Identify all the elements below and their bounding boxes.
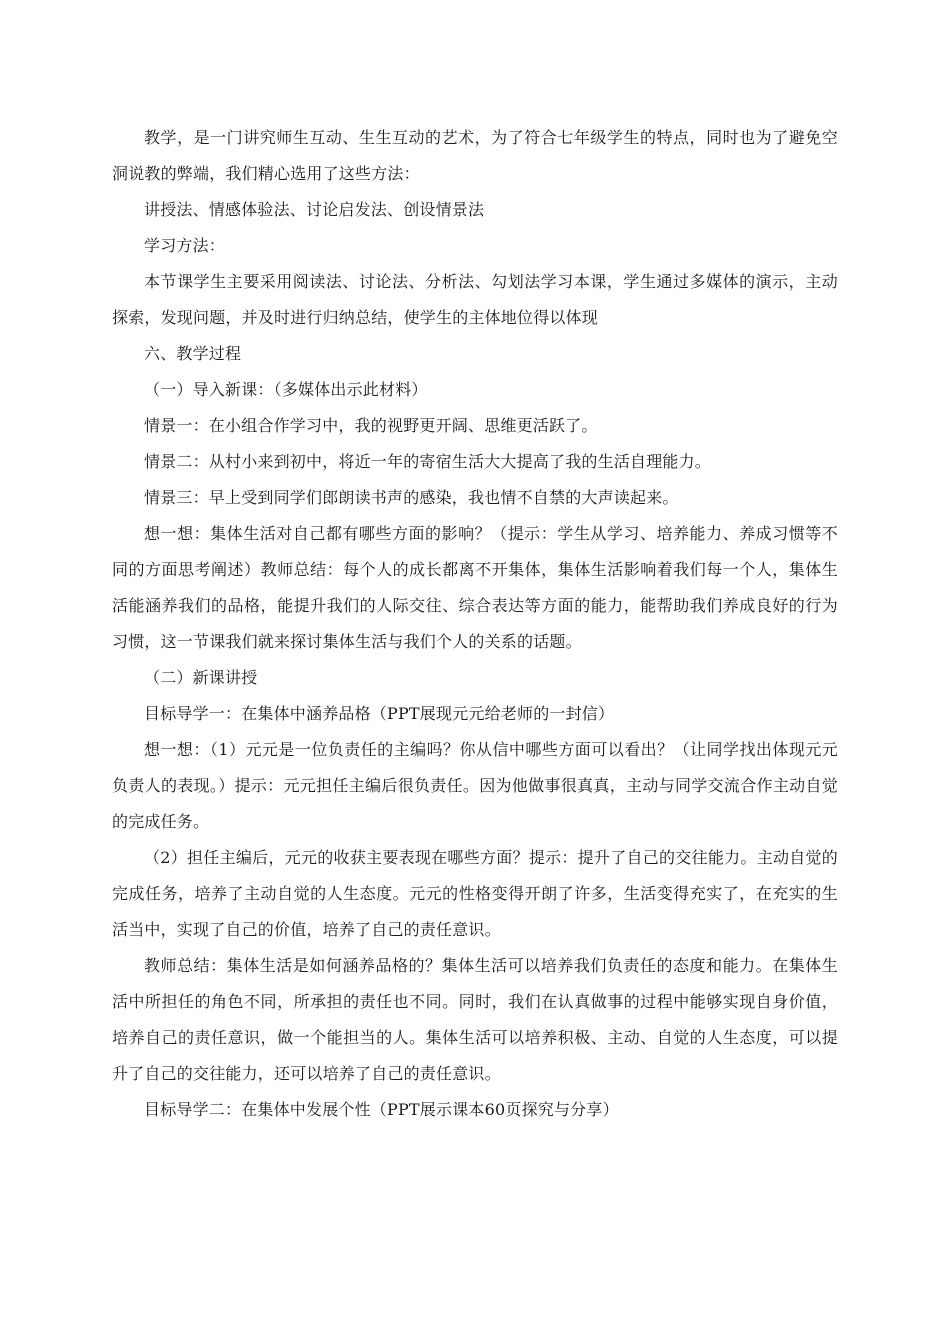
paragraph-scenario-3: 情景三：早上受到同学们郎朗读书声的感染，我也情不自禁的大声读起来。: [144, 488, 679, 507]
paragraph-think-2: 想一想：（1）元元是一位负责任的主编吗？你从信中哪些方面可以看出？（让同学找出体现元元负责人的表现。）提示：元元担任主编后很负责任。因为他做事很真真，主动与同学交流合作主动自觉的完成任务。: [112, 740, 838, 831]
paragraph-teaching-methods: 讲授法、情感体验法、讨论启发法、创设情景法: [144, 200, 485, 219]
paragraph-scenario-2: 情景二：从村小来到初中，将近一年的寄宿生活大大提高了我的生活自理能力。: [144, 452, 712, 471]
section-heading-teaching-process: 六、教学过程: [144, 344, 242, 363]
subsection-heading-new-lesson: （二）新课讲授: [144, 668, 258, 687]
paragraph-learning-methods: 本节课学生主要采用阅读法、讨论法、分析法、勾划法学习本课，学生通过多媒体的演示，主动探索，发现问题，并及时进行归纳总结，使学生的主体地位得以体现: [112, 272, 838, 327]
paragraph-question-2: （2）担任主编后，元元的收获主要表现在哪些方面？提示：提升了自己的交往能力。主动自觉的完成任务，培养了主动自觉的人生态度。元元的性格变得开朗了许多，生活变得充实了，在充实的生活当中，实现了自己的价值，培养了自己的责任意识。: [112, 848, 838, 939]
document-body: [112, 120, 838, 1128]
paragraph-scenario-1: 情景一：在小组合作学习中，我的视野更开阔、思维更活跃了。: [144, 416, 598, 435]
paragraph-teacher-summary: 教师总结：集体生活是如何涵养品格的？集体生活可以培养我们负责任的态度和能力。在集体生活中所担任的角色不同，所承担的责任也不同。同时，我们在认真做事的过程中能够实现自身价值，培养自己的责任意识，做一个能担当的人。集体生活可以培养积极、主动、自觉的人生态度，可以提升了自己的交往能力，还可以培养了自己的责任意识。: [112, 956, 838, 1083]
paragraph-goal-2: 目标导学二：在集体中发展个性（PPT展示课本60页探究与分享）: [144, 1100, 619, 1119]
paragraph-think-1: 想一想：集体生活对自己都有哪些方面的影响？（提示：学生从学习、培养能力、养成习惯等不同的方面思考阐述）教师总结：每个人的成长都离不开集体，集体生活影响着我们每一个人，集体生活能涵养我们的品格，能提升我们的人际交往、综合表达等方面的能力，能帮助我们养成良好的行为习惯，这一节课我们就来探讨集体生活与我们个人的关系的话题。: [112, 524, 838, 651]
subsection-heading-intro: （一）导入新课：（多媒体出示此材料）: [144, 380, 428, 399]
paragraph-goal-1: 目标导学一：在集体中涵养品格（PPT展现元元给老师的一封信）: [144, 704, 615, 723]
paragraph-teaching-intro: 教学，是一门讲究师生互动、生生互动的艺术，为了符合七年级学生的特点，同时也为了避免空洞说教的弊端，我们精心选用了这些方法：: [112, 128, 838, 183]
paragraph-learning-methods-heading: 学习方法：: [144, 236, 226, 255]
